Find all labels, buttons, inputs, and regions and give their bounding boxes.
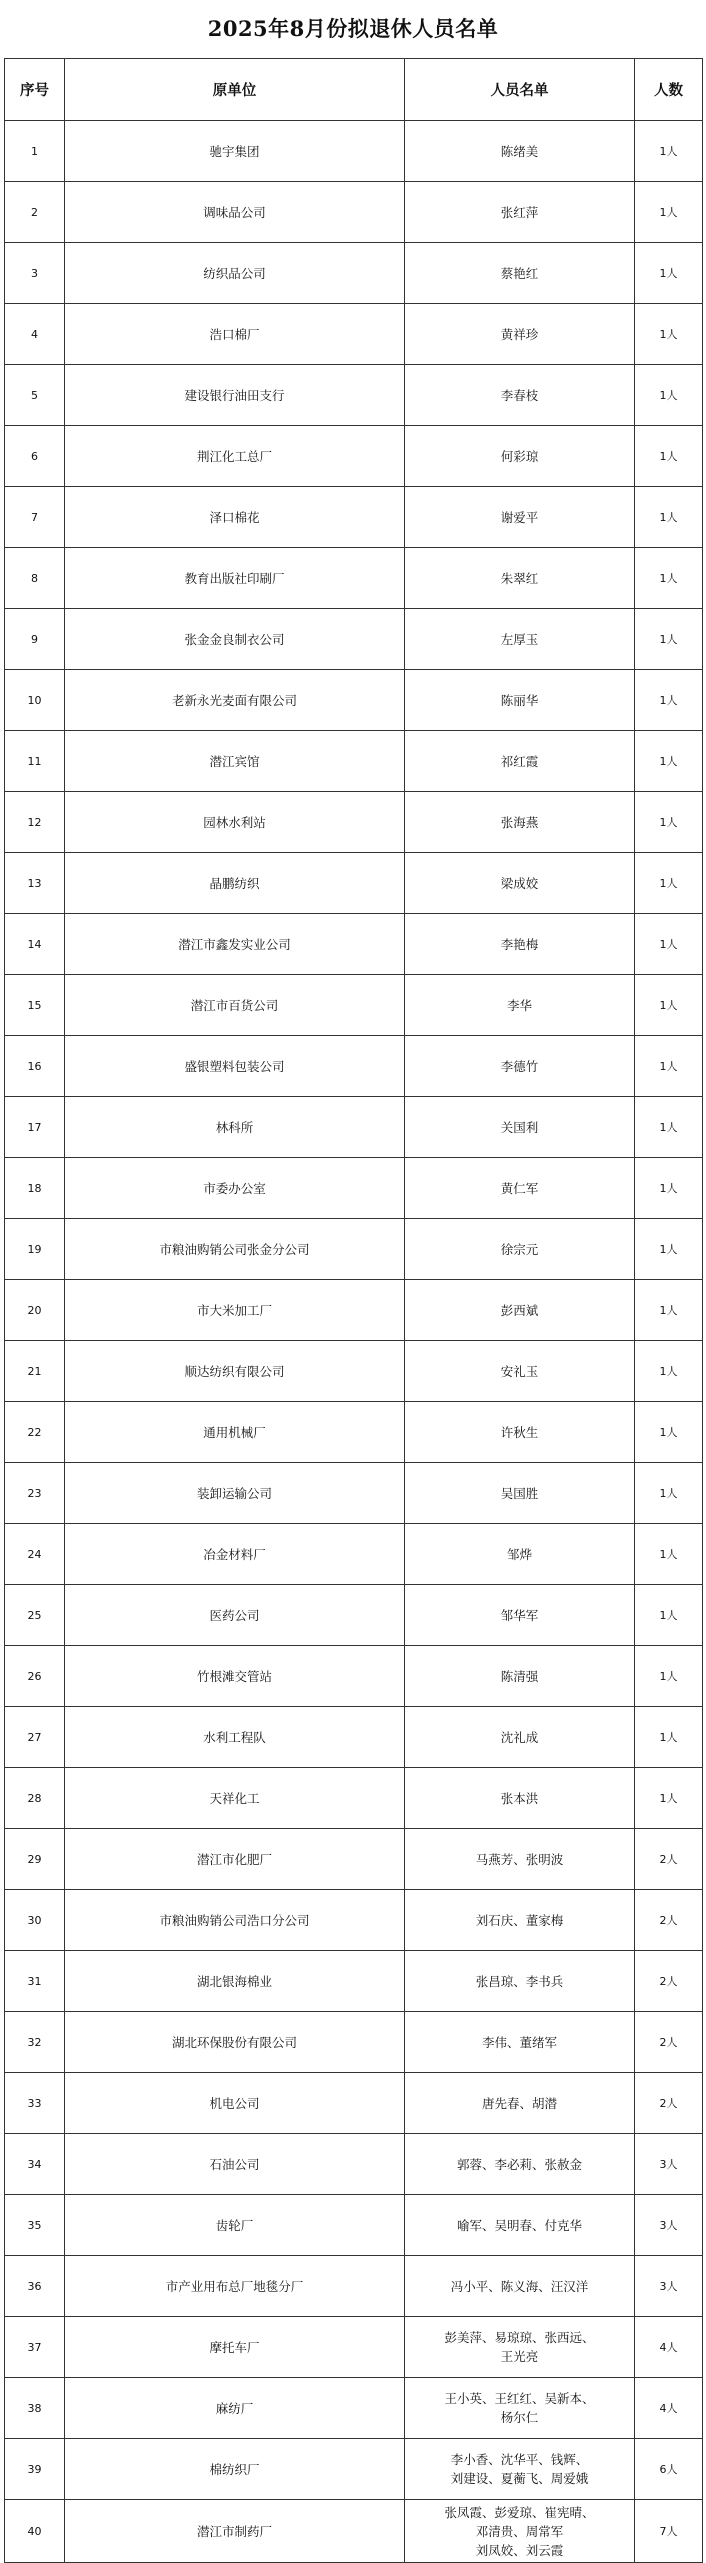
row-original-unit: 石油公司 (65, 2134, 405, 2195)
row-head-count: 1人 (635, 1707, 703, 1768)
row-head-count: 1人 (635, 1768, 703, 1829)
table-row (5, 1585, 703, 1646)
row-personnel-names: 许秋生 (405, 1402, 635, 1463)
row-original-unit: 荆江化工总厂 (65, 426, 405, 487)
row-personnel-names: 朱翠红 (405, 548, 635, 609)
row-head-count: 1人 (635, 426, 703, 487)
row-personnel-names: 张凤霞、彭爱琼、崔宪晴、 邓清贵、周常军 刘凤姣、刘云霞 (405, 2500, 635, 2563)
row-personnel-names: 关国利 (405, 1097, 635, 1158)
row-original-unit: 市大米加工厂 (65, 1280, 405, 1341)
row-original-unit: 市粮油购销公司张金分公司 (65, 1219, 405, 1280)
header-original-unit: 原单位 (65, 59, 405, 121)
row-personnel-names: 王小英、王红红、吴新本、 杨尔仁 (405, 2378, 635, 2439)
row-head-count: 1人 (635, 670, 703, 731)
table-row (5, 426, 703, 487)
table-row (5, 243, 703, 304)
row-serial-number: 19 (5, 1219, 65, 1280)
table-row (5, 365, 703, 426)
row-original-unit: 通用机械厂 (65, 1402, 405, 1463)
row-personnel-names: 唐先春、胡潜 (405, 2073, 635, 2134)
row-original-unit: 盛银塑料包装公司 (65, 1036, 405, 1097)
row-serial-number: 4 (5, 304, 65, 365)
row-serial-number: 27 (5, 1707, 65, 1768)
table-row (5, 1707, 703, 1768)
row-personnel-names: 何彩琼 (405, 426, 635, 487)
row-personnel-names: 刘石庆、董家梅 (405, 1890, 635, 1951)
row-head-count: 1人 (635, 548, 703, 609)
row-original-unit: 市委办公室 (65, 1158, 405, 1219)
row-serial-number: 39 (5, 2439, 65, 2500)
retirement-list-table (4, 58, 703, 2563)
table-row (5, 1951, 703, 2012)
row-personnel-names: 吴国胜 (405, 1463, 635, 1524)
row-original-unit: 驰宇集团 (65, 121, 405, 182)
row-personnel-names: 李德竹 (405, 1036, 635, 1097)
row-original-unit: 泽口棉花 (65, 487, 405, 548)
row-original-unit: 摩托车厂 (65, 2317, 405, 2378)
table-row (5, 1890, 703, 1951)
table-row (5, 1829, 703, 1890)
row-head-count: 2人 (635, 1829, 703, 1890)
row-personnel-names: 沈礼成 (405, 1707, 635, 1768)
row-personnel-names: 郭蓉、李必莉、张赦金 (405, 2134, 635, 2195)
row-serial-number: 21 (5, 1341, 65, 1402)
row-personnel-names: 彭美萍、易琼琼、张西远、 王光亮 (405, 2317, 635, 2378)
row-head-count: 1人 (635, 975, 703, 1036)
row-personnel-names: 黄祥珍 (405, 304, 635, 365)
table-row (5, 914, 703, 975)
table-row (5, 1158, 703, 1219)
row-original-unit: 装卸运输公司 (65, 1463, 405, 1524)
row-original-unit: 麻纺厂 (65, 2378, 405, 2439)
row-serial-number: 29 (5, 1829, 65, 1890)
row-personnel-names: 张昌琼、李书兵 (405, 1951, 635, 2012)
row-original-unit: 机电公司 (65, 2073, 405, 2134)
row-head-count: 1人 (635, 1280, 703, 1341)
row-serial-number: 8 (5, 548, 65, 609)
row-original-unit: 林科所 (65, 1097, 405, 1158)
row-serial-number: 7 (5, 487, 65, 548)
row-serial-number: 31 (5, 1951, 65, 2012)
row-serial-number: 17 (5, 1097, 65, 1158)
row-personnel-names: 祁红霞 (405, 731, 635, 792)
row-head-count: 1人 (635, 731, 703, 792)
row-serial-number: 34 (5, 2134, 65, 2195)
row-original-unit: 调味品公司 (65, 182, 405, 243)
table-row (5, 304, 703, 365)
row-original-unit: 水利工程队 (65, 1707, 405, 1768)
row-personnel-names: 黄仁军 (405, 1158, 635, 1219)
row-serial-number: 13 (5, 853, 65, 914)
table-row (5, 853, 703, 914)
row-serial-number: 33 (5, 2073, 65, 2134)
table-row (5, 1463, 703, 1524)
row-head-count: 3人 (635, 2134, 703, 2195)
table-row (5, 548, 703, 609)
table-header-row (5, 59, 703, 121)
row-serial-number: 26 (5, 1646, 65, 1707)
row-original-unit: 湖北银海棉业 (65, 1951, 405, 2012)
row-personnel-names: 梁成姣 (405, 853, 635, 914)
row-original-unit: 顺达纺织有限公司 (65, 1341, 405, 1402)
row-original-unit: 竹根滩交管站 (65, 1646, 405, 1707)
header-head-count: 人数 (635, 59, 703, 121)
row-personnel-names: 陈丽华 (405, 670, 635, 731)
row-head-count: 1人 (635, 365, 703, 426)
row-personnel-names: 马燕芳、张明波 (405, 1829, 635, 1890)
table-row (5, 121, 703, 182)
row-head-count: 1人 (635, 609, 703, 670)
row-serial-number: 5 (5, 365, 65, 426)
row-personnel-names: 李艳梅 (405, 914, 635, 975)
row-serial-number: 32 (5, 2012, 65, 2073)
row-serial-number: 6 (5, 426, 65, 487)
table-row (5, 1524, 703, 1585)
row-serial-number: 30 (5, 1890, 65, 1951)
table-row (5, 609, 703, 670)
row-head-count: 1人 (635, 1219, 703, 1280)
row-head-count: 4人 (635, 2378, 703, 2439)
row-personnel-names: 彭西斌 (405, 1280, 635, 1341)
row-personnel-names: 蔡艳红 (405, 243, 635, 304)
table-row (5, 2012, 703, 2073)
row-head-count: 6人 (635, 2439, 703, 2500)
row-personnel-names: 邹华军 (405, 1585, 635, 1646)
row-head-count: 2人 (635, 2012, 703, 2073)
header-serial-number: 序号 (5, 59, 65, 121)
row-head-count: 1人 (635, 304, 703, 365)
table-row (5, 487, 703, 548)
table-row (5, 2195, 703, 2256)
row-serial-number: 18 (5, 1158, 65, 1219)
row-personnel-names: 李小香、沈华平、钱辉、 刘建设、夏蘅飞、周爱娥 (405, 2439, 635, 2500)
row-serial-number: 3 (5, 243, 65, 304)
row-personnel-names: 邹烨 (405, 1524, 635, 1585)
row-serial-number: 28 (5, 1768, 65, 1829)
row-head-count: 1人 (635, 1158, 703, 1219)
row-personnel-names: 张本洪 (405, 1768, 635, 1829)
row-serial-number: 35 (5, 2195, 65, 2256)
row-original-unit: 教育出版社印刷厂 (65, 548, 405, 609)
row-original-unit: 齿轮厂 (65, 2195, 405, 2256)
table-row (5, 1036, 703, 1097)
row-serial-number: 24 (5, 1524, 65, 1585)
row-serial-number: 38 (5, 2378, 65, 2439)
row-head-count: 2人 (635, 2073, 703, 2134)
row-serial-number: 22 (5, 1402, 65, 1463)
row-head-count: 1人 (635, 1463, 703, 1524)
row-head-count: 1人 (635, 487, 703, 548)
row-head-count: 1人 (635, 792, 703, 853)
table-row (5, 2073, 703, 2134)
row-original-unit: 张金金良制衣公司 (65, 609, 405, 670)
row-serial-number: 9 (5, 609, 65, 670)
row-personnel-names: 李春枝 (405, 365, 635, 426)
row-personnel-names: 张海燕 (405, 792, 635, 853)
row-original-unit: 潜江市百货公司 (65, 975, 405, 1036)
row-serial-number: 15 (5, 975, 65, 1036)
row-original-unit: 潜江宾馆 (65, 731, 405, 792)
row-serial-number: 1 (5, 121, 65, 182)
row-head-count: 3人 (635, 2256, 703, 2317)
row-serial-number: 25 (5, 1585, 65, 1646)
row-head-count: 1人 (635, 121, 703, 182)
table-row (5, 1097, 703, 1158)
row-head-count: 1人 (635, 1646, 703, 1707)
row-original-unit: 天祥化工 (65, 1768, 405, 1829)
row-head-count: 4人 (635, 2317, 703, 2378)
row-head-count: 7人 (635, 2500, 703, 2563)
table-row (5, 1280, 703, 1341)
row-personnel-names: 陈绪美 (405, 121, 635, 182)
row-original-unit: 潜江市制药厂 (65, 2500, 405, 2563)
row-personnel-names: 安礼玉 (405, 1341, 635, 1402)
row-serial-number: 14 (5, 914, 65, 975)
row-original-unit: 医药公司 (65, 1585, 405, 1646)
row-original-unit: 冶金材料厂 (65, 1524, 405, 1585)
row-original-unit: 园林水利站 (65, 792, 405, 853)
row-original-unit: 潜江市鑫发实业公司 (65, 914, 405, 975)
document-title: 2025年8月份拟退休人员名单 (207, 16, 499, 41)
row-head-count: 2人 (635, 1890, 703, 1951)
row-original-unit: 纺织品公司 (65, 243, 405, 304)
table-row (5, 1768, 703, 1829)
row-head-count: 1人 (635, 182, 703, 243)
row-original-unit: 市产业用布总厂地毯分厂 (65, 2256, 405, 2317)
header-personnel-names: 人员名单 (405, 59, 635, 121)
row-personnel-names: 李伟、董绪军 (405, 2012, 635, 2073)
table-row (5, 670, 703, 731)
table-row (5, 2317, 703, 2378)
table-row (5, 975, 703, 1036)
row-head-count: 1人 (635, 914, 703, 975)
row-head-count: 1人 (635, 1524, 703, 1585)
table-row (5, 1646, 703, 1707)
row-head-count: 1人 (635, 1097, 703, 1158)
row-serial-number: 37 (5, 2317, 65, 2378)
row-serial-number: 23 (5, 1463, 65, 1524)
row-serial-number: 20 (5, 1280, 65, 1341)
row-head-count: 1人 (635, 1402, 703, 1463)
row-original-unit: 棉纺织厂 (65, 2439, 405, 2500)
row-original-unit: 老新永光麦面有限公司 (65, 670, 405, 731)
row-personnel-names: 左厚玉 (405, 609, 635, 670)
row-personnel-names: 徐宗元 (405, 1219, 635, 1280)
table-row (5, 2500, 703, 2563)
row-serial-number: 16 (5, 1036, 65, 1097)
row-serial-number: 11 (5, 731, 65, 792)
row-personnel-names: 谢爱平 (405, 487, 635, 548)
row-original-unit: 建设银行油田支行 (65, 365, 405, 426)
row-head-count: 1人 (635, 1036, 703, 1097)
table-row (5, 2378, 703, 2439)
row-original-unit: 潜江市化肥厂 (65, 1829, 405, 1890)
table-row (5, 2134, 703, 2195)
row-head-count: 1人 (635, 853, 703, 914)
table-row (5, 1219, 703, 1280)
row-original-unit: 浩口棉厂 (65, 304, 405, 365)
row-original-unit: 市粮油购销公司浩口分公司 (65, 1890, 405, 1951)
row-head-count: 2人 (635, 1951, 703, 2012)
row-head-count: 1人 (635, 243, 703, 304)
row-personnel-names: 喻军、吴明春、付克华 (405, 2195, 635, 2256)
row-serial-number: 10 (5, 670, 65, 731)
table-row (5, 2256, 703, 2317)
row-personnel-names: 冯小平、陈义海、汪汉洋 (405, 2256, 635, 2317)
row-serial-number: 40 (5, 2500, 65, 2563)
table-row (5, 1341, 703, 1402)
table-row (5, 1402, 703, 1463)
table-row (5, 792, 703, 853)
row-serial-number: 2 (5, 182, 65, 243)
table-row (5, 2439, 703, 2500)
row-serial-number: 36 (5, 2256, 65, 2317)
row-personnel-names: 李华 (405, 975, 635, 1036)
row-head-count: 1人 (635, 1585, 703, 1646)
table-row (5, 182, 703, 243)
row-original-unit: 晶鹏纺织 (65, 853, 405, 914)
row-personnel-names: 陈清强 (405, 1646, 635, 1707)
row-original-unit: 湖北环保股份有限公司 (65, 2012, 405, 2073)
row-head-count: 1人 (635, 1341, 703, 1402)
row-serial-number: 12 (5, 792, 65, 853)
row-personnel-names: 张红萍 (405, 182, 635, 243)
row-head-count: 3人 (635, 2195, 703, 2256)
table-row (5, 731, 703, 792)
